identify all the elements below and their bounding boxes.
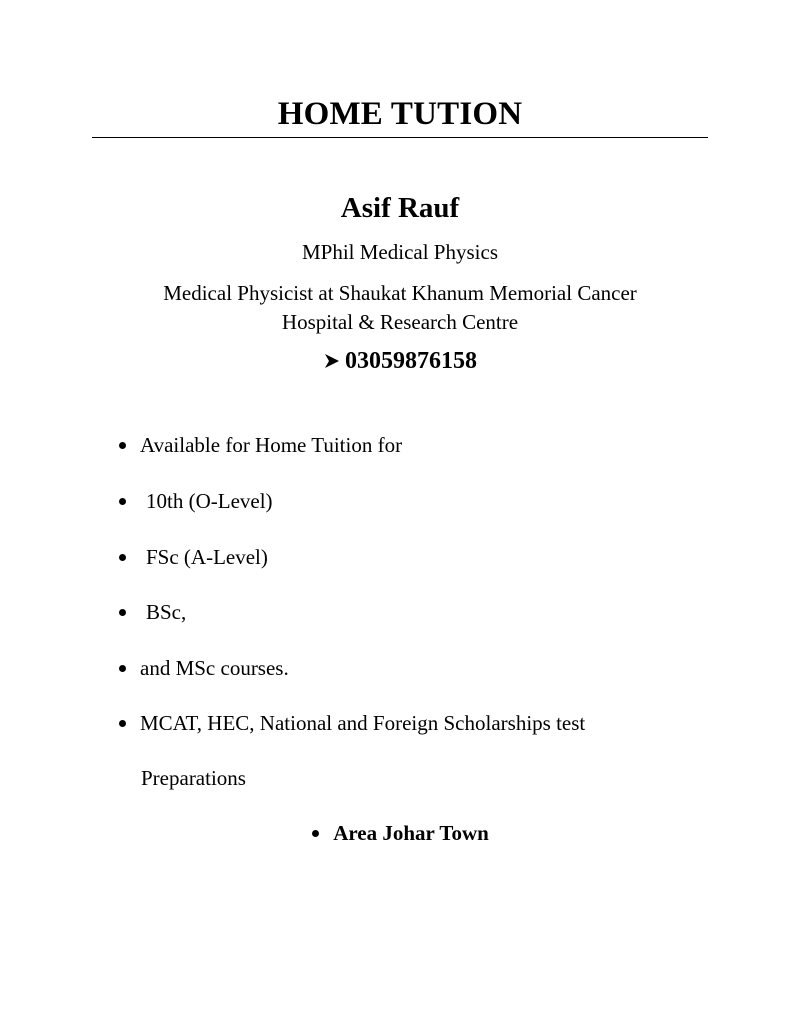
bullet-icon bbox=[119, 720, 126, 727]
position bbox=[0, 279, 800, 337]
area-item bbox=[0, 819, 800, 847]
bullet-icon bbox=[119, 442, 126, 449]
list-item-text: FSc (A-Level) bbox=[146, 545, 268, 569]
list-item-text: 10th (O-Level) bbox=[146, 489, 273, 513]
bullet-icon bbox=[119, 609, 126, 616]
position-line-2: Hospital & Research Centre bbox=[281, 310, 519, 334]
phone-line bbox=[0, 345, 800, 377]
arrow-bullet-icon bbox=[323, 352, 341, 370]
bullet-icon bbox=[312, 830, 319, 837]
area-label: Area Johar Town bbox=[333, 821, 489, 845]
list-item-continuation: Preparations bbox=[141, 766, 246, 790]
phone-number: 03059876158 bbox=[345, 348, 477, 374]
bullet-icon bbox=[119, 498, 126, 505]
list-item bbox=[118, 654, 289, 682]
list-item bbox=[118, 487, 273, 515]
position-line-1: Medical Physicist at Shaukat Khanum Memorial Cancer bbox=[163, 281, 637, 305]
tutor-name: Asif Rauf bbox=[340, 192, 460, 224]
qualification: MPhil Medical Physics bbox=[301, 240, 498, 264]
bullet-icon bbox=[119, 554, 126, 561]
bullet-icon bbox=[119, 665, 126, 672]
page-title: HOME TUTION bbox=[277, 96, 523, 132]
list-item-text: and MSc courses. bbox=[140, 656, 289, 680]
list-item bbox=[118, 709, 585, 737]
title-divider bbox=[92, 137, 708, 138]
list-item-text: BSc, bbox=[146, 600, 187, 624]
list-item-text: Available for Home Tuition for bbox=[140, 433, 403, 457]
list-item bbox=[118, 431, 402, 459]
list-item bbox=[118, 598, 186, 626]
list-item-text: MCAT, HEC, National and Foreign Scholarships test bbox=[140, 711, 586, 735]
list-item bbox=[118, 543, 268, 571]
